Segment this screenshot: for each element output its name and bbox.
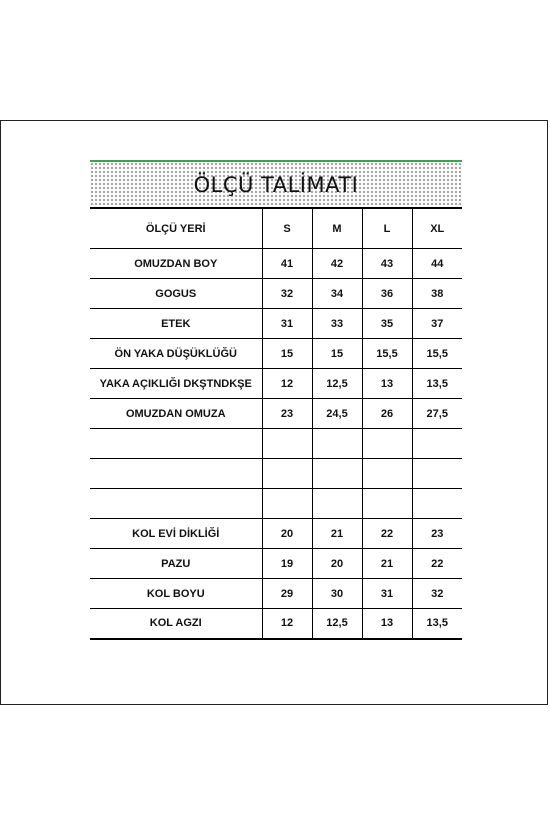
size-value: 13 <box>362 609 412 639</box>
table-row <box>90 309 462 339</box>
size-value <box>362 429 412 459</box>
size-value: 44 <box>412 249 462 279</box>
size-value: 33 <box>312 309 362 339</box>
size-value <box>362 489 412 519</box>
size-value: 20 <box>262 519 312 549</box>
size-value: 12 <box>262 609 312 639</box>
measurement-label: KOL AGZI <box>90 609 262 639</box>
table-row <box>90 459 462 489</box>
size-value: 13 <box>362 369 412 399</box>
size-value: 26 <box>362 399 412 429</box>
size-value: 30 <box>312 579 362 609</box>
size-table <box>90 208 462 640</box>
size-value: 23 <box>262 399 312 429</box>
size-value <box>362 459 412 489</box>
size-chart <box>90 160 462 640</box>
measurement-label: OMUZDAN OMUZA <box>90 399 262 429</box>
measurement-label: ÖN YAKA DÜŞÜKLÜĞÜ <box>90 339 262 369</box>
size-value: 20 <box>312 549 362 579</box>
table-row <box>90 249 462 279</box>
size-value <box>262 459 312 489</box>
table-header-row <box>90 209 462 249</box>
header-cell: M <box>312 209 362 249</box>
table-row <box>90 279 462 309</box>
size-value <box>312 459 362 489</box>
size-value <box>312 429 362 459</box>
size-value: 42 <box>312 249 362 279</box>
size-value: 38 <box>412 279 462 309</box>
size-value: 21 <box>312 519 362 549</box>
size-value: 15,5 <box>412 339 462 369</box>
measurement-label <box>90 489 262 519</box>
measurement-label <box>90 429 262 459</box>
header-cell: L <box>362 209 412 249</box>
size-value: 35 <box>362 309 412 339</box>
chart-title: ÖLÇÜ TALİMATI <box>193 172 359 197</box>
table-row <box>90 369 462 399</box>
measurement-label: GOGUS <box>90 279 262 309</box>
size-value: 32 <box>412 579 462 609</box>
size-value: 22 <box>412 549 462 579</box>
size-value: 12,5 <box>312 609 362 639</box>
size-value: 15,5 <box>362 339 412 369</box>
size-value <box>412 429 462 459</box>
title-bar <box>90 160 462 208</box>
header-cell: XL <box>412 209 462 249</box>
size-value <box>412 459 462 489</box>
measurement-label <box>90 459 262 489</box>
size-value <box>412 489 462 519</box>
measurement-label: KOL BOYU <box>90 579 262 609</box>
size-value: 23 <box>412 519 462 549</box>
measurement-label: OMUZDAN BOY <box>90 249 262 279</box>
size-value: 15 <box>312 339 362 369</box>
table-row <box>90 399 462 429</box>
size-value: 32 <box>262 279 312 309</box>
table-row <box>90 489 462 519</box>
size-value: 41 <box>262 249 312 279</box>
size-value: 12 <box>262 369 312 399</box>
measurement-label: YAKA AÇIKLIĞI DKŞTNDKŞE <box>90 369 262 399</box>
size-value <box>262 489 312 519</box>
table-row <box>90 519 462 549</box>
table-row <box>90 579 462 609</box>
size-value: 31 <box>362 579 412 609</box>
size-value: 24,5 <box>312 399 362 429</box>
size-value: 29 <box>262 579 312 609</box>
measurement-label: ETEK <box>90 309 262 339</box>
size-value <box>262 429 312 459</box>
table-row <box>90 609 462 639</box>
measurement-label: KOL EVİ DİKLİĞİ <box>90 519 262 549</box>
size-value: 31 <box>262 309 312 339</box>
size-value <box>312 489 362 519</box>
size-value: 27,5 <box>412 399 462 429</box>
table-row <box>90 429 462 459</box>
size-value: 43 <box>362 249 412 279</box>
measurement-label: PAZU <box>90 549 262 579</box>
table-row <box>90 549 462 579</box>
table-row <box>90 339 462 369</box>
size-value: 15 <box>262 339 312 369</box>
size-value: 13,5 <box>412 369 462 399</box>
size-value: 12,5 <box>312 369 362 399</box>
size-value: 13,5 <box>412 609 462 639</box>
size-value: 37 <box>412 309 462 339</box>
size-value: 19 <box>262 549 312 579</box>
size-value: 21 <box>362 549 412 579</box>
header-cell: S <box>262 209 312 249</box>
size-value: 36 <box>362 279 412 309</box>
size-value: 22 <box>362 519 412 549</box>
header-cell: ÖLÇÜ YERİ <box>90 209 262 249</box>
size-value: 34 <box>312 279 362 309</box>
